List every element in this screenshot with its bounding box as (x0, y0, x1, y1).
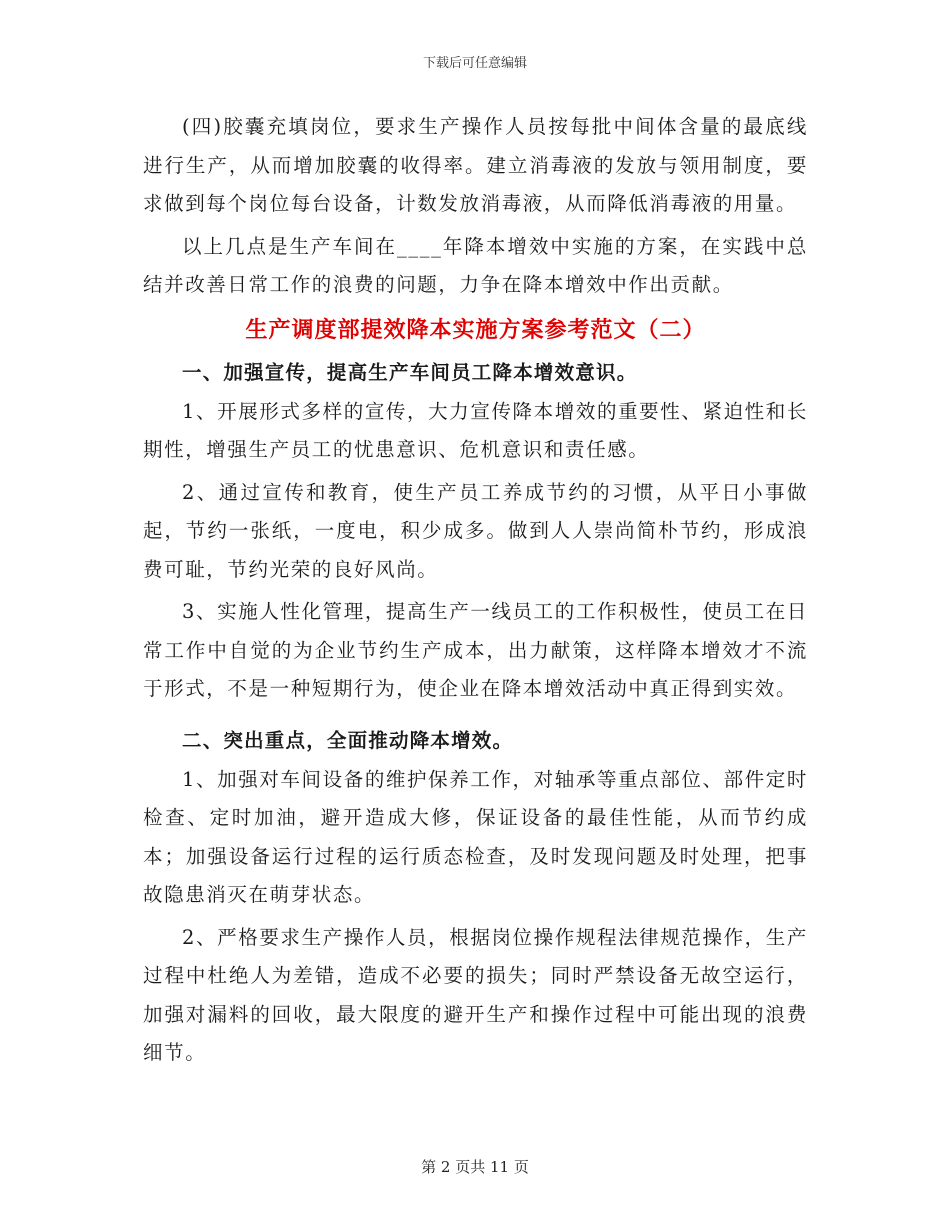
section-title: 生产调度部提效降本实施方案参考范文（二） (245, 317, 706, 343)
paragraph-strict-operation: 2、严格要求生产操作人员，根据岗位操作规程法律规范操作，生产过程中杜绝人为差错，造成不必要的损失；同时严禁设备无故空运行，加强对漏料的回收，最大限度的避开生产和操作过程中可能出现的浪费细节。 (143, 925, 808, 1064)
page-number: 第 2 页共 11 页 (421, 1158, 529, 1176)
paragraph-summary: 以上几点是生产车间在____年降本增效中实施的方案，在实践中总结并改善日常工作的浪费的问题，力争在降本增效中作出贡献。 (143, 234, 808, 296)
paragraph-capsule-filling: (四)胶囊充填岗位，要求生产操作人员按每批中间体含量的最底线进行生产，从而增加胶囊的收得率。建立消毒液的发放与领用制度，要求做到每个岗位每台设备，计数发放消毒液，从而降低消毒液的用量。 (143, 115, 808, 215)
heading-highlight-key-points: 二、突出重点，全面推动降本增效。 (182, 728, 514, 752)
document-body (143, 108, 808, 1073)
heading-strengthen-publicity: 一、加强宣传，提高生产车间员工降本增效意识。 (182, 360, 638, 384)
page-header-note: 下载后可任意编辑 (422, 56, 527, 71)
paragraph-item-3: 3、实施人性化管理，提高生产一线员工的工作积极性，使员工在日常工作中自觉的为企业节约生产成本，出力献策，这样降本增效才不流于形式，不是一种短期行为，使企业在降本增效活动中真正得到实效。 (143, 600, 808, 700)
paragraph-item-2: 2、通过宣传和教育，使生产员工养成节约的习惯，从平日小事做起，节约一张纸，一度电，积少成多。做到人人崇尚简朴节约，形成浪费可耻，节约光荣的良好风尚。 (143, 480, 808, 581)
paragraph-equipment-maintenance: 1、加强对车间设备的维护保养工作，对轴承等重点部位、部件定时检查、定时加油，避开造成大修，保证设备的最佳性能，从而节约成本；加强设备运行过程的运行质态检查，及时发现问题及时处理，把事故隐患消灭在萌芽状态。 (143, 767, 808, 906)
paragraph-item-1: 1、开展形式多样的宣传，大力宣传降本增效的重要性、紧迫性和长期性，增强生产员工的忧患意识、危机意识和责任感。 (143, 399, 808, 461)
